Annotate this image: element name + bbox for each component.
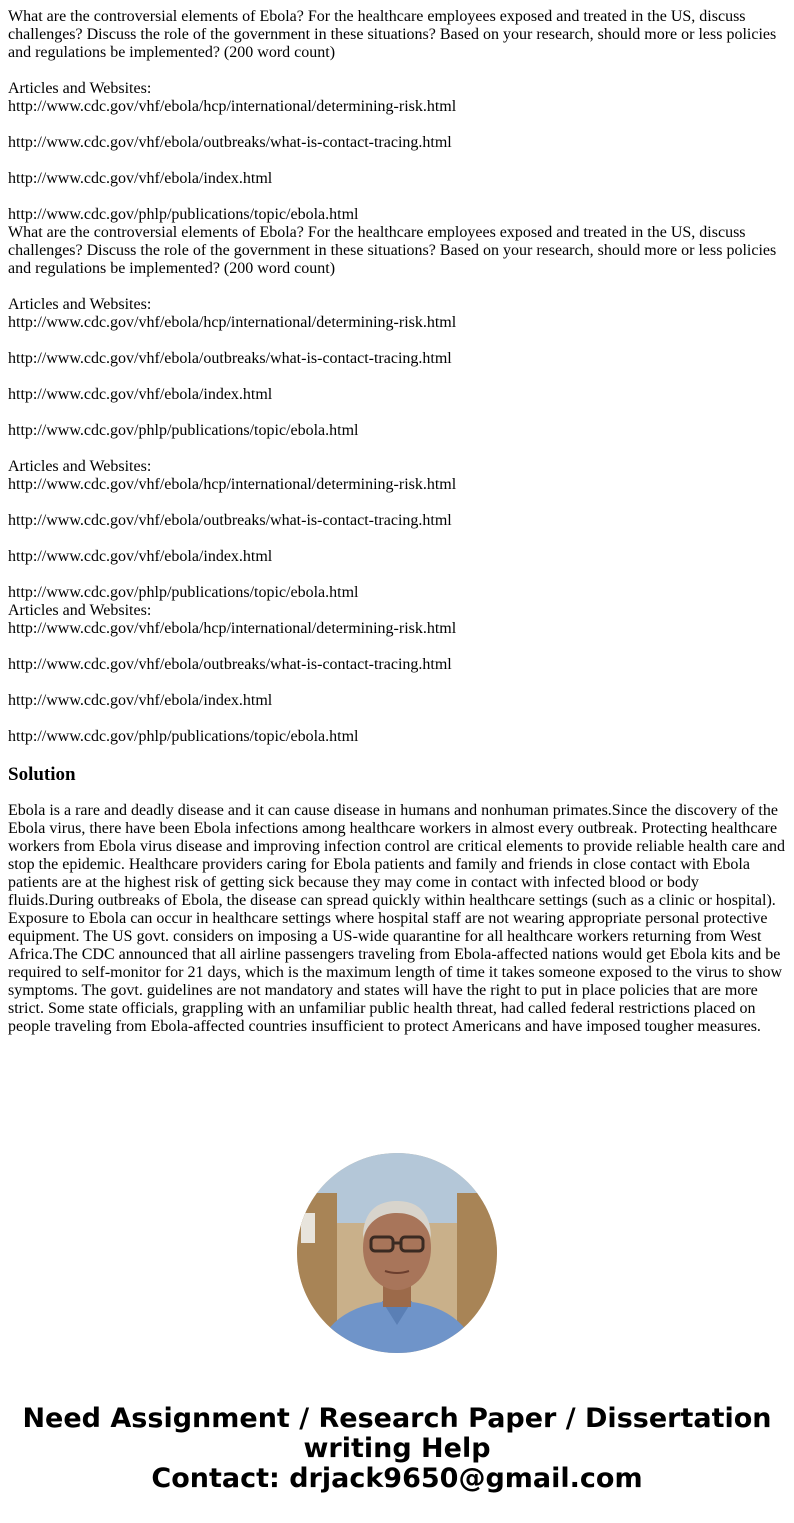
promo-contact: Contact: drjack9650@gmail.com bbox=[151, 1463, 643, 1494]
author-avatar bbox=[297, 1153, 497, 1353]
article-link: http://www.cdc.gov/phlp/publications/topic/ebola.html bbox=[8, 728, 359, 745]
article-link: http://www.cdc.gov/vhf/ebola/index.html bbox=[8, 386, 273, 403]
article-link: http://www.cdc.gov/vhf/ebola/outbreaks/what-is-contact-tracing.html bbox=[8, 350, 452, 367]
article-link: http://www.cdc.gov/vhf/ebola/outbreaks/what-is-contact-tracing.html bbox=[8, 134, 452, 151]
article-link: http://www.cdc.gov/vhf/ebola/outbreaks/what-is-contact-tracing.html bbox=[8, 656, 452, 673]
article-link: http://www.cdc.gov/vhf/ebola/hcp/international/determining-risk.html bbox=[8, 314, 457, 331]
solution-heading: Solution bbox=[8, 764, 76, 785]
articles-heading: Articles and Websites: bbox=[8, 80, 152, 97]
articles-heading: Articles and Websites: bbox=[8, 458, 152, 475]
article-link: http://www.cdc.gov/vhf/ebola/index.html bbox=[8, 692, 273, 709]
article-link: http://www.cdc.gov/phlp/publications/topic/ebola.html bbox=[8, 206, 359, 223]
article-link: http://www.cdc.gov/phlp/publications/topic/ebola.html bbox=[8, 422, 359, 439]
promo-line-2: writing Help bbox=[303, 1433, 491, 1464]
article-link: http://www.cdc.gov/vhf/ebola/hcp/international/determining-risk.html bbox=[8, 476, 457, 493]
article-link: http://www.cdc.gov/vhf/ebola/outbreaks/what-is-contact-tracing.html bbox=[8, 512, 452, 529]
author-portrait-icon bbox=[297, 1153, 497, 1353]
question-text: What are the controversial elements of Ebola? For the healthcare employees exposed and treated in the US, discuss challenges? Discuss the role of the government in these situations? Based on your research, should more or less policies and regulations be implemented? (200 word count) bbox=[8, 8, 777, 61]
articles-heading: Articles and Websites: bbox=[8, 296, 152, 313]
article-link: http://www.cdc.gov/vhf/ebola/hcp/international/determining-risk.html bbox=[8, 620, 457, 637]
article-link: http://www.cdc.gov/vhf/ebola/index.html bbox=[8, 170, 273, 187]
document-body bbox=[8, 8, 788, 1036]
promo-banner bbox=[0, 1404, 794, 1494]
articles-heading: Articles and Websites: bbox=[8, 602, 152, 619]
article-link: http://www.cdc.gov/vhf/ebola/hcp/international/determining-risk.html bbox=[8, 98, 457, 115]
promo-line-1: Need Assignment / Research Paper / Dissertation bbox=[22, 1403, 772, 1434]
article-link: http://www.cdc.gov/phlp/publications/topic/ebola.html bbox=[8, 584, 359, 601]
solution-body: Ebola is a rare and deadly disease and it can cause disease in humans and nonhuman primates.Since the discovery of the Ebola virus, there have been Ebola infections among healthcare workers in almost every outbreak. Protecting healthcare workers from Ebola virus disease and improving infection control are critical elements to provide reliable health care and stop the epidemic. Healthcare providers caring for Ebola patients and family and friends in close contact with Ebola patients are at the highest risk of getting sick because they may come in contact with infected blood or body fluids.During outbreaks of Ebola, the disease can spread quickly within healthcare settings (such as a clinic or hospital). Exposure to Ebola can occur in healthcare settings where hospital staff are not wearing appropriate personal protective equipment. The US govt. considers on imposing a US-wide quarantine for all healthcare workers returning from West Africa.The CDC announced that all airline passengers traveling from Ebola-affected nations would get Ebola kits and be required to self-monitor for 21 days, which is the maximum length of time it takes someone exposed to the virus to show symptoms. The govt. guidelines are not mandatory and states will have the right to put in place policies that are more strict. Some state officials, grappling with an unfamiliar public health threat, had called federal restrictions placed on people traveling from Ebola-affected countries insufficient to protect Americans and have imposed tougher measures. bbox=[8, 802, 786, 1035]
question-text: What are the controversial elements of Ebola? For the healthcare employees exposed and treated in the US, discuss challenges? Discuss the role of the government in these situations? Based on your research, should more or less policies and regulations be implemented? (200 word count) bbox=[8, 224, 777, 277]
article-link: http://www.cdc.gov/vhf/ebola/index.html bbox=[8, 548, 273, 565]
